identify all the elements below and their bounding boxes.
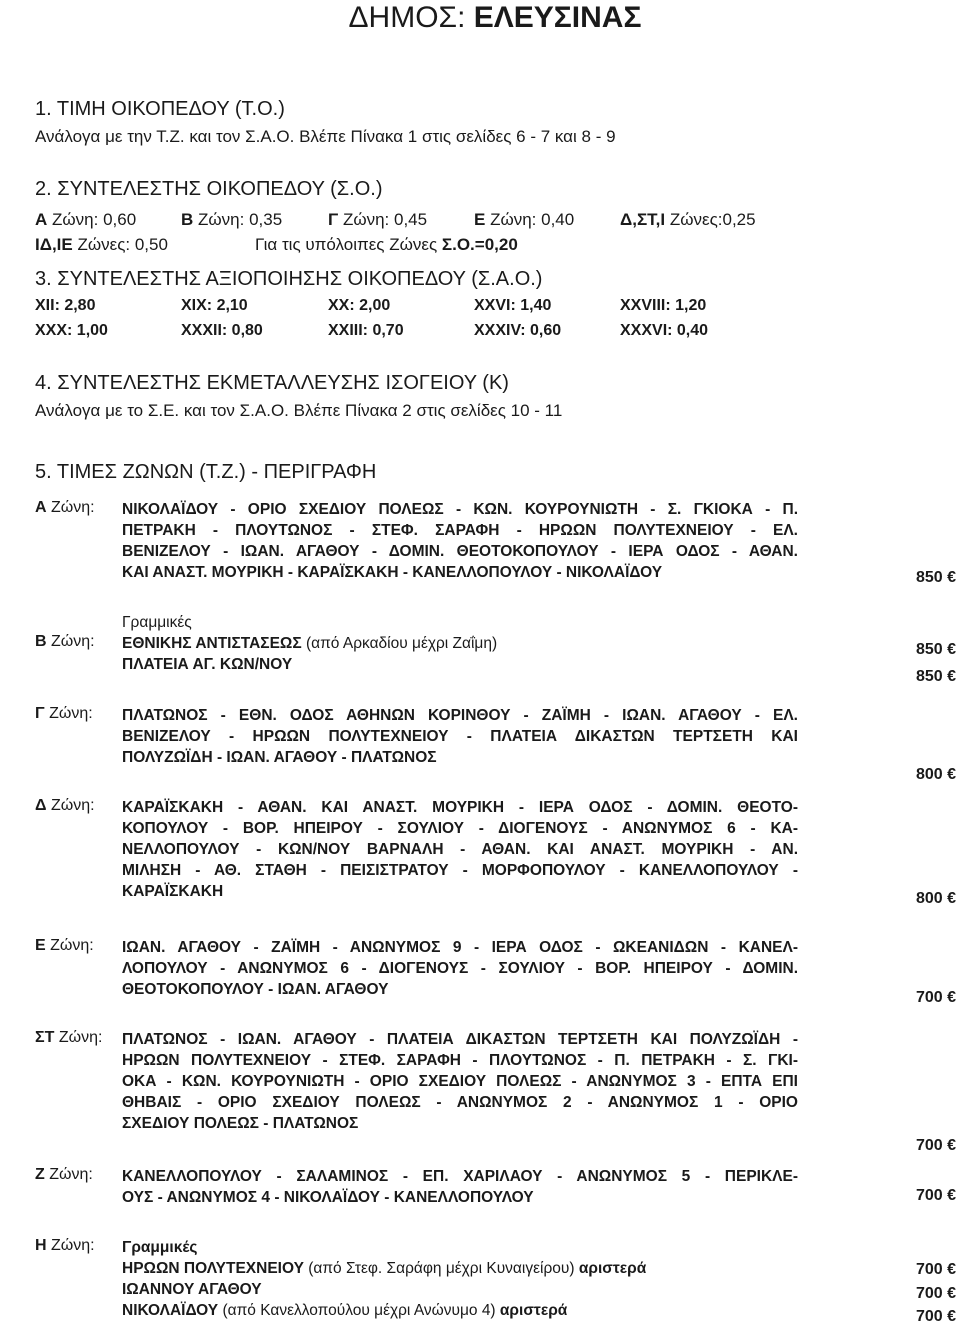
zone-h-price: 700 € — [915, 1261, 956, 1278]
description-line: ΣΧΕΔΙΟΥ ΠΟΛΕΩΣ - ΠΛΑΤΩΝΟΣ — [122, 1115, 359, 1132]
description-line: ΚΟΠΟΥΛΟΥ - ΒΟΡ. ΗΠΕΙΡΟΥ - ΣΟΥΛΙΟΥ - ΔΙΟΓΕΝΟΥΣ - ΑΝΩΝΥΜΟΣ 6 - ΚΑ- — [122, 820, 798, 837]
sao-value: XII: 2,80 — [35, 297, 96, 314]
zone-b-description — [122, 612, 798, 675]
description-line: ΟΥΣ - ΑΝΩΝΥΜΟΣ 4 - ΝΙΚΟΛΑΪΔΟΥ - ΚΑΝΕΛΛΟΠΟΥΛΟΥ — [122, 1189, 534, 1206]
zone-z-description — [122, 1166, 798, 1208]
sao-value: XXX: 1,00 — [35, 322, 108, 339]
section-4-heading: 4. ΣΥΝΤΕΛΕΣΤΗΣ ΕΚΜΕΤΑΛΛΕΥΣΗΣ ΙΣΟΓΕΙΟΥ (Κ) — [35, 372, 509, 394]
zone-g-label: Γ Ζώνη: — [35, 705, 93, 722]
description-line: ΙΩΑΝ. ΑΓΑΘΟΥ - ΖΑΪΜΗ - ΑΝΩΝΥΜΟΣ 9 - ΙΕΡΑ ΟΔΟΣ - ΩΚΕΑΝΙΔΩΝ - ΚΑΝΕΛ- — [122, 939, 798, 956]
description-line: ΚΑΡΑΪΣΚΑΚΗ — [122, 883, 224, 900]
so-zone-b: Β Ζώνη: 0,35 — [181, 210, 283, 229]
section-2-heading: 2. ΣΥΝΤΕΛΕΣΤΗΣ ΟΙΚΟΠΕΔΟΥ (Σ.Ο.) — [35, 178, 383, 200]
zone-g-description — [122, 705, 798, 768]
zone-a-price: 850 € — [915, 569, 956, 586]
zone-h-description — [122, 1237, 798, 1321]
description-line: ΘΗΒΑΙΣ - ΟΡΙΟ ΣΧΕΔΙΟΥ ΠΟΛΕΩΣ - ΑΝΩΝΥΜΟΣ 2 - ΑΝΩΝΥΜΟΣ 1 - ΟΡΙΟ — [122, 1094, 798, 1111]
zone-d-description — [122, 797, 798, 902]
zone-d-price: 800 € — [915, 890, 956, 907]
so-zone-a: Α Ζώνη: 0,60 — [35, 210, 137, 229]
zone-h-label: Η Ζώνη: — [35, 1237, 95, 1254]
so-zone-e: Ε Ζώνη: 0,40 — [474, 210, 575, 229]
description-line: ΗΡΩΩΝ ΠΟΛΥΤΕΧΝΕΙΟΥ - ΣΤΕΦ. ΣΑΡΑΦΗ - ΠΛΟΥΤΩΝΟΣ - Π. ΠΕΤΡΑΚΗ - Σ. ΓΚΙ- — [122, 1052, 798, 1069]
sao-value: XXXVI: 0,40 — [620, 322, 709, 339]
description-line: ΗΡΩΩΝ ΠΟΛΥΤΕΧΝΕΙΟΥ (από Στεφ. Σαράφη μέχρι Κυναιγείρου) αριστερά — [122, 1260, 647, 1277]
linear-heading: Γραμμικές — [122, 1239, 198, 1256]
zone-e-label: Ε Ζώνη: — [35, 937, 94, 954]
zone-z-price: 700 € — [915, 1187, 956, 1204]
description-line: ΙΩΑΝΝΟΥ ΑΓΑΘΟΥ — [122, 1281, 262, 1298]
description-line: ΕΘΝΙΚΗΣ ΑΝΤΙΣΤΑΣΕΩΣ (από Αρκαδίου μέχρι Ζαΐμη) — [122, 635, 498, 652]
section-1-text: Ανάλογα με την Τ.Ζ. και τον Σ.Α.Ο. Βλέπε Πίνακα 1 στις σελίδες 6 - 7 και 8 - 9 — [35, 127, 616, 146]
description-line: ΚΑΝΕΛΛΟΠΟΥΛΟΥ - ΣΑΛΑΜΙΝΟΣ - ΕΠ. ΧΑΡΙΛΑΟΥ - ΑΝΩΝΥΜΟΣ 5 - ΠΕΡΙΚΛΕ- — [122, 1168, 798, 1185]
zone-a-description — [122, 499, 798, 583]
description-line: ΟΚΑ - ΚΩΝ. ΚΟΥΡΟΥΝΙΩΤΗ - ΟΡΙΟ ΣΧΕΔΙΟΥ ΠΟΛΕΩΣ - ΑΝΩΝΥΜΟΣ 3 - ΕΠΤΑ ΕΠΙ — [122, 1073, 798, 1090]
description-line: ΝΙΚΟΛΑΪΔΟΥ (από Κανελλοπούλου μέχρι Ανώνυμο 4) αριστερά — [122, 1302, 568, 1319]
section-3-heading: 3. ΣΥΝΤΕΛΕΣΤΗΣ ΑΞΙΟΠΟΙΗΣΗΣ ΟΙΚΟΠΕΔΟΥ (Σ.Α.Ο.) — [35, 268, 543, 290]
section-4-text: Ανάλογα με το Σ.Ε. και τον Σ.Α.Ο. Βλέπε Πίνακα 2 στις σελίδες 10 - 11 — [35, 401, 563, 420]
description-line: ΠΕΤΡΑΚΗ - ΠΛΟΥΤΩΝΟΣ - ΣΤΕΦ. ΣΑΡΑΦΗ - ΗΡΩΩΝ ΠΟΛΥΤΕΧΝΕΙΟΥ - ΕΛ. — [122, 522, 798, 539]
zone-d-label: Δ Ζώνη: — [35, 797, 95, 814]
zone-b-label: Β Ζώνη: — [35, 633, 95, 650]
zone-b-price: 850 € — [915, 641, 956, 658]
zone-b-price: 850 € — [915, 668, 956, 685]
sao-value: XXVI: 1,40 — [474, 297, 552, 314]
description-line: ΒΕΝΙΖΕΛΟΥ - ΗΡΩΩΝ ΠΟΛΥΤΕΧΝΕΙΟΥ - ΠΛΑΤΕΙΑ ΔΙΚΑΣΤΩΝ ΤΕΡΤΣΕΤΗ ΚΑΙ — [122, 728, 798, 745]
so-zone-g: Γ Ζώνη: 0,45 — [328, 210, 428, 229]
zone-st-label: ΣΤ Ζώνη: — [35, 1029, 103, 1046]
description-line: ΝΙΚΟΛΑΪΔΟΥ - ΟΡΙΟ ΣΧΕΔΙΟΥ ΠΟΛΕΩΣ - ΚΩΝ. ΚΟΥΡΟΥΝΙΩΤΗ - Σ. ΓΚΙΟΚΑ - Π. — [122, 501, 798, 518]
section-1-heading: 1. ΤΙΜΗ ΟΙΚΟΠΕΔΟΥ (Τ.Ο.) — [35, 98, 285, 120]
sao-value: XXXIV: 0,60 — [474, 322, 562, 339]
zone-e-price: 700 € — [915, 989, 956, 1006]
zone-a-label: Α Ζώνη: — [35, 499, 95, 516]
description-line: ΒΕΝΙΖΕΛΟΥ - ΙΩΑΝ. ΑΓΑΘΟΥ - ΔΟΜΙΝ. ΘΕΟΤΟΚΟΠΟΥΛΟΥ - ΙΕΡΑ ΟΔΟΣ - ΑΘΑΝ. — [122, 543, 798, 560]
description-line: ΠΟΛΥΖΩΪΔΗ - ΙΩΑΝ. ΑΓΑΘΟΥ - ΠΛΑΤΩΝΟΣ — [122, 749, 437, 766]
description-line: ΠΛΑΤΕΙΑ ΑΓ. ΚΩΝ/ΝΟΥ — [122, 656, 293, 673]
sao-value: XXVIII: 1,20 — [620, 297, 707, 314]
description-line: ΠΛΑΤΩΝΟΣ - ΙΩΑΝ. ΑΓΑΘΟΥ - ΠΛΑΤΕΙΑ ΔΙΚΑΣΤΩΝ ΤΕΡΤΣΕΤΗ ΚΑΙ ΠΟΛΥΖΩΪΔΗ - — [122, 1031, 798, 1048]
linear-heading: Γραμμικές — [122, 614, 192, 631]
zone-e-description — [122, 937, 798, 1000]
description-line: ΠΛΑΤΩΝΟΣ - ΕΘΝ. ΟΔΟΣ ΑΘΗΝΩΝ ΚΟΡΙΝΘΟΥ - ΖΑΪΜΗ - ΙΩΑΝ. ΑΓΑΘΟΥ - ΕΛ. — [122, 707, 798, 724]
zone-g-price: 800 € — [915, 766, 956, 783]
so-other-zones: Για τις υπόλοιπες Ζώνες Σ.Ο.=0,20 — [255, 235, 518, 254]
sao-value: XIX: 2,10 — [181, 297, 248, 314]
description-line: ΝΕΛΛΟΠΟΥΛΟΥ - ΚΩΝ/ΝΟΥ ΒΑΡΝΑΛΗ - ΑΘΑΝ. ΚΑΙ ΑΝΑΣΤ. ΜΟΥΡΙΚΗ - ΑΝ. — [122, 841, 798, 858]
zone-st-price: 700 € — [915, 1137, 956, 1154]
so-zone-d-st-i: Δ,ΣΤ,Ι Ζώνες:0,25 — [620, 210, 756, 229]
description-line: ΚΑΡΑΪΣΚΑΚΗ - ΑΘΑΝ. ΚΑΙ ΑΝΑΣΤ. ΜΟΥΡΙΚΗ - ΙΕΡΑ ΟΔΟΣ - ΔΟΜΙΝ. ΘΕΟΤΟ- — [122, 799, 798, 816]
section-5-heading: 5. ΤΙΜΕΣ ΖΩΝΩΝ (Τ.Ζ.) - ΠΕΡΙΓΡΑΦΗ — [35, 461, 377, 483]
description-line: ΘΕΟΤΟΚΟΠΟΥΛΟΥ - ΙΩΑΝ. ΑΓΑΘΟΥ — [122, 981, 389, 998]
zone-z-label: Ζ Ζώνη: — [35, 1166, 93, 1183]
sao-value: XXIII: 0,70 — [328, 322, 404, 339]
sao-value: XX: 2,00 — [328, 297, 391, 314]
zone-st-description — [122, 1029, 798, 1134]
so-zone-id-ie: ΙΔ,ΙΕ Ζώνες: 0,50 — [35, 235, 168, 254]
description-line: ΛΟΠΟΥΛΟΥ - ΑΝΩΝΥΜΟΣ 6 - ΔΙΟΓΕΝΟΥΣ - ΣΟΥΛΙΟΥ - ΒΟΡ. ΗΠΕΙΡΟΥ - ΔΟΜΙΝ. — [122, 960, 798, 977]
page-title: ΔΗΜΟΣ: ΕΛΕΥΣΙΝΑΣ — [348, 1, 642, 34]
zone-h-price: 700 € — [915, 1308, 956, 1325]
description-line: ΜΙΛΗΣΗ - ΑΘ. ΣΤΑΘΗ - ΠΕΙΣΙΣΤΡΑΤΟΥ - ΜΟΡΦΟΠΟΥΛΟΥ - ΚΑΝΕΛΛΟΠΟΥΛΟΥ - — [122, 862, 798, 879]
description-line: ΚΑΙ ΑΝΑΣΤ. ΜΟΥΡΙΚΗ - ΚΑΡΑΪΣΚΑΚΗ - ΚΑΝΕΛΛΟΠΟΥΛΟΥ - ΝΙΚΟΛΑΪΔΟΥ — [122, 564, 663, 581]
zone-h-price: 700 € — [915, 1285, 956, 1302]
sao-value: XXXII: 0,80 — [181, 322, 263, 339]
